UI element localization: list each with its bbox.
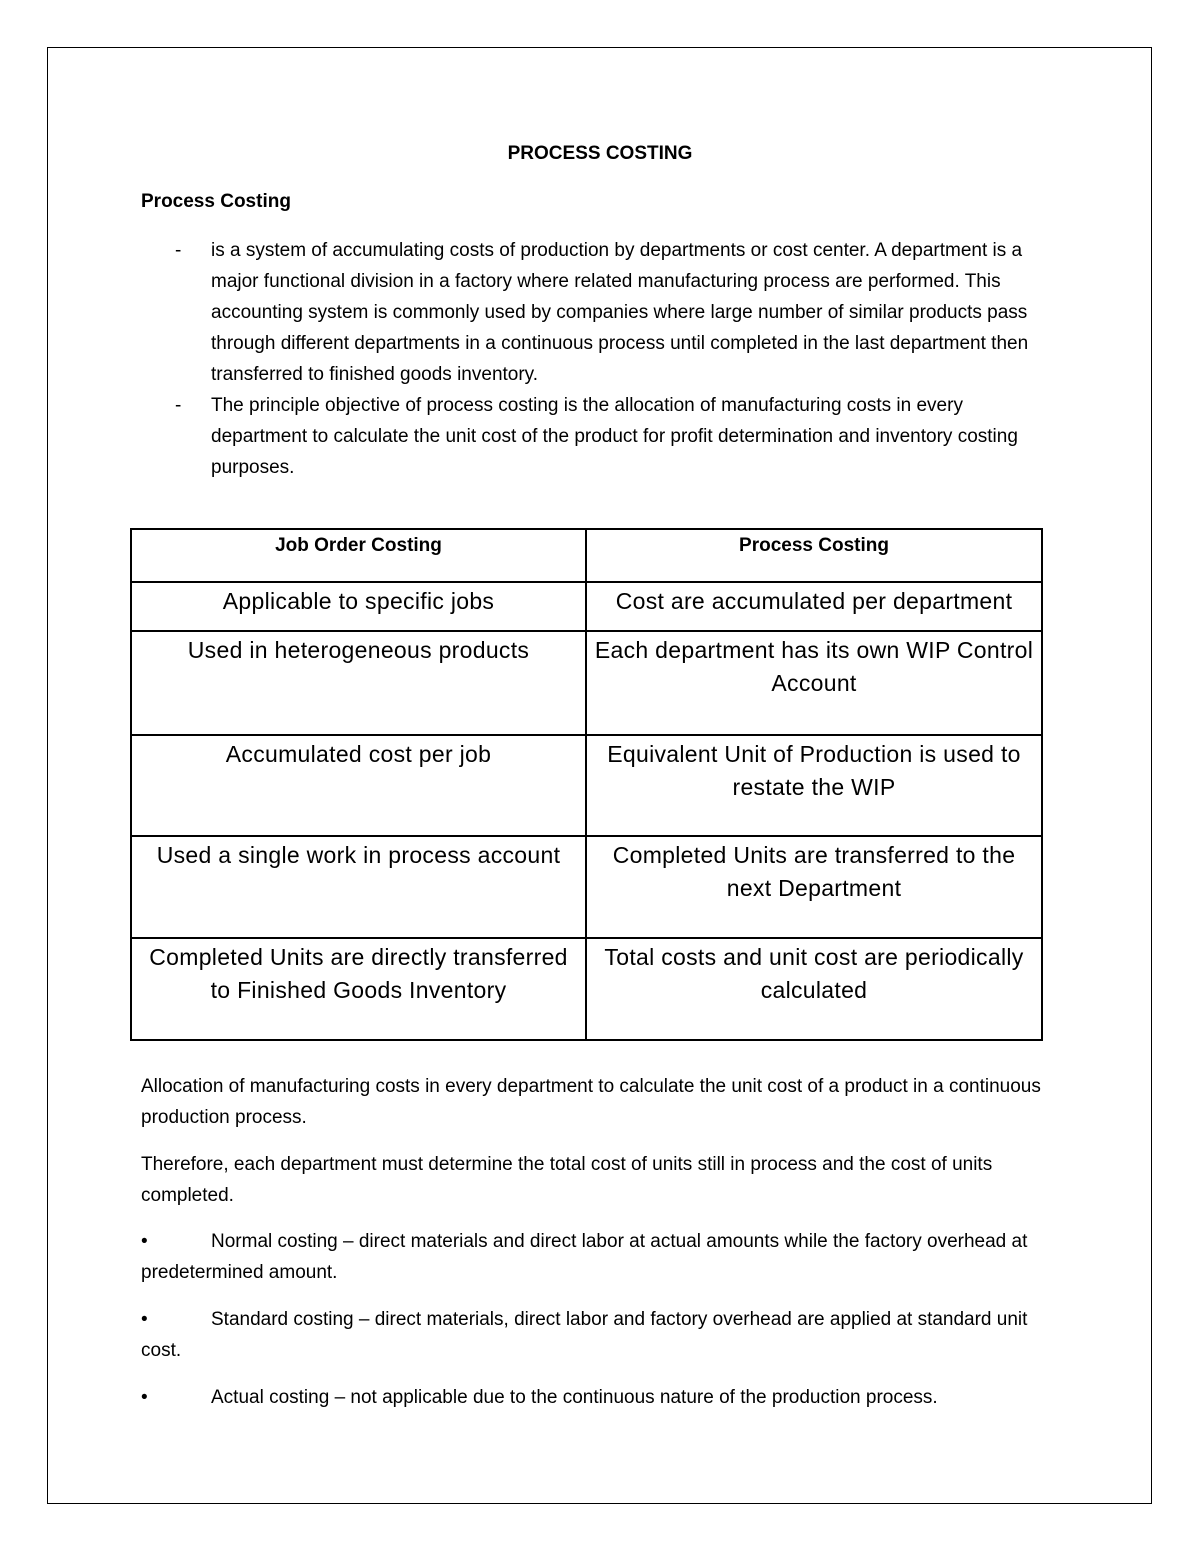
table-cell-process: Each department has its own WIP Control Account [586, 631, 1042, 735]
dash-marker: - [175, 240, 182, 261]
header-job-order-costing: Job Order Costing [131, 529, 586, 582]
costing-method-item: • Normal costing – direct materials and direct labor at actual amounts while the factory overhead at predetermined amount. [141, 1231, 1028, 1283]
costing-method-text: Standard costing – direct materials, direct labor and factory overhead are applied at standard unit cost. [141, 1309, 1028, 1361]
table-cell-process: Completed Units are transferred to the next Department [586, 836, 1042, 938]
definition-point [141, 235, 1061, 390]
table-row [131, 735, 1042, 836]
document-title: PROCESS COSTING [507, 143, 693, 164]
definition-text: is a system of accumulating costs of production by departments or cost center. A department is a major functional division in a factory where related manufacturing process are performed. This accounting system is commonly used by companies where large number of similar products pass through different departments in a continuous process until completed in the last department then transferred to finished goods inventory. [211, 240, 1029, 385]
table-header-row [131, 529, 1042, 582]
table-cell-process: Equivalent Unit of Production is used to restate the WIP [586, 735, 1042, 836]
table-cell-process: Cost are accumulated per department [586, 582, 1042, 631]
table-row [131, 836, 1042, 938]
table-row [131, 582, 1042, 631]
table-cell-job-order: Completed Units are directly transferred to Finished Goods Inventory [131, 938, 586, 1040]
closing-paragraph: Allocation of manufacturing costs in every department to calculate the unit cost of a product in a continuous production process. [141, 1076, 1041, 1128]
definition-text: The principle objective of process costing is the allocation of manufacturing costs in every department to calculate the unit cost of the product for profit determination and inventory costing purposes. [211, 395, 1018, 478]
header-process-costing: Process Costing [586, 529, 1042, 582]
costing-method-text: Actual costing – not applicable due to the continuous nature of the production process. [211, 1387, 938, 1408]
table-cell-job-order: Used in heterogeneous products [131, 631, 586, 735]
table-row [131, 631, 1042, 735]
dash-marker: - [175, 395, 182, 416]
table-cell-job-order: Applicable to specific jobs [131, 582, 586, 631]
closing-paragraph: Therefore, each department must determine the total cost of units still in process and the cost of units completed. [141, 1154, 993, 1206]
table-row [131, 938, 1042, 1040]
costing-method-text: Normal costing – direct materials and direct labor at actual amounts while the factory overhead at predetermined amount. [141, 1231, 1028, 1283]
comparison-table [130, 528, 1043, 1041]
costing-method-item: • Standard costing – direct materials, direct labor and factory overhead are applied at standard unit cost. [141, 1309, 1028, 1361]
table-cell-process: Total costs and unit cost are periodically calculated [586, 938, 1042, 1040]
table-cell-job-order: Accumulated cost per job [131, 735, 586, 836]
definition-list [141, 235, 1061, 483]
table-cell-job-order: Used a single work in process account [131, 836, 586, 938]
definition-point [141, 390, 1061, 483]
costing-method-item: • Actual costing – not applicable due to the continuous nature of the production process. [141, 1387, 938, 1408]
section-heading: Process Costing [141, 191, 291, 212]
